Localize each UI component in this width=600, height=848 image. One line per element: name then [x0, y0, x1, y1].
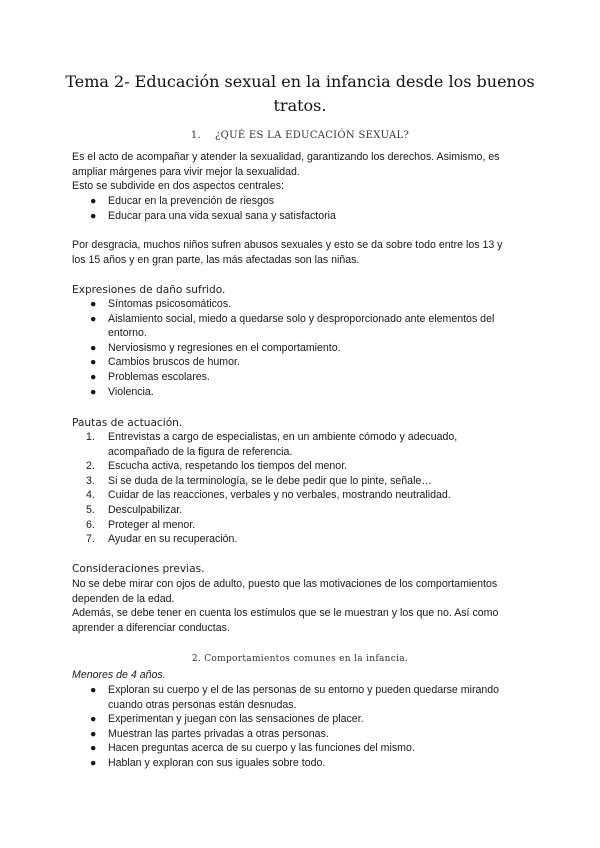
text-line: Esto se subdivide en dos aspectos centrales: [72, 180, 284, 193]
damage-list [72, 297, 532, 399]
bullet-icon: ● [90, 742, 97, 755]
list-item: ● Exploran su cuerpo y el de las personas de su entorno y pueden quedarse mirando cuando otras personas están desnudas. [90, 684, 500, 711]
list-item: 3. Si se duda de la terminología, se le debe pedir que lo pinte, señale… [86, 474, 432, 487]
list-item: 5. Desculpabilizar. [86, 503, 183, 516]
bullet-icon: ● [90, 713, 97, 726]
list-item: 1. Entrevistas a cargo de especialistas, en un ambiente cómodo y adecuado, acompañado de la figura de referencia. [86, 431, 458, 458]
list-item: ● Violencia. [90, 385, 154, 398]
list-item: 4. Cuidar de las reacciones, verbales y no verbales, mostrando neutralidad. [86, 489, 451, 502]
text-line: ampliar márgenes para vivir mejor la sexualidad. [72, 165, 300, 178]
bullet-icon: ● [90, 385, 97, 398]
text-line: Por desgracia, muchos niños sufren abusos sexuales y esto se da sobre todo entre los 13 y [72, 239, 503, 251]
damage-heading: Expresiones de daño sufrido. [72, 284, 226, 296]
list-item: 7. Ayudar en su recuperación. [86, 533, 238, 546]
section-2-heading: 2. Comportamientos comunes en la infancia. [191, 654, 409, 664]
bullet-icon: ● [90, 756, 97, 769]
section-1-heading [0, 129, 600, 144]
document-title: Tema 2- Educación sexual en la infancia desde los buenos tratos. [65, 72, 535, 115]
bullet-icon: ● [90, 209, 97, 222]
considerations-paragraph [72, 577, 532, 635]
considerations-heading: Consideraciones previas. [72, 563, 205, 575]
bullet-icon: ● [90, 727, 97, 740]
abuse-paragraph [72, 238, 532, 267]
guidelines-heading: Pautas de actuación. [72, 417, 183, 429]
list-item: ● Educar para una vida sexual sana y satisfactoria [90, 209, 336, 222]
text-line: los 15 años y en gran parte, las más afectadas son las niñas. [72, 253, 360, 266]
bullet-icon: ● [90, 298, 97, 310]
bullet-icon: ● [90, 684, 97, 696]
list-item: ● Cambios bruscos de humor. [90, 356, 240, 369]
intro-paragraph [72, 150, 532, 194]
list-item: 2. Escucha activa, respetando los tiempos del menor. [86, 460, 348, 473]
bullet-icon: ● [90, 341, 97, 354]
list-item: ● Nerviosismo y regresiones en el comportamiento. [90, 341, 341, 354]
list-item: ● Hacen preguntas acerca de su cuerpo y las funciones del mismo. [90, 742, 415, 755]
bullet-icon: ● [90, 195, 97, 207]
section-1-number: 1. [190, 130, 201, 141]
list-item: ● Hablan y exploran con sus iguales sobre todo. [90, 756, 326, 769]
text-line: No se debe mirar con ojos de adulto, puesto que las motivaciones de los comportamientos [72, 578, 498, 590]
bullet-icon: ● [90, 312, 97, 325]
text-line: aprender a diferenciar conductas. [72, 621, 230, 634]
bullet-icon: ● [90, 370, 97, 383]
text-line: dependen de la edad. [72, 592, 175, 605]
list-item: ● Experimentan y juegan con las sensaciones de placer. [90, 713, 364, 726]
section-1-title: ¿QUÉ ES LA EDUCACIÓN SEXUAL? [214, 130, 410, 141]
under-4-list [72, 683, 532, 771]
list-item: ● Problemas escolares. [90, 370, 210, 383]
list-item: ● Aislamiento social, miedo a quedarse solo y desproporcionado ante elementos del entorno. [90, 312, 495, 340]
list-item: ● Educar en la prevención de riesgos [90, 195, 275, 207]
list-item: ● Síntomas psicosomáticos. [90, 298, 232, 310]
list-item: ● Muestran las partes privadas a otras personas. [90, 727, 329, 740]
text-line: Además, se debe tener en cuenta los estímulos que se le muestran y los que no. Así como [72, 607, 499, 620]
guidelines-list [72, 430, 532, 547]
bullet-icon: ● [90, 356, 97, 369]
under-4-heading: Menores de 4 años. [72, 669, 166, 681]
aspects-list [72, 194, 532, 223]
text-line: Es el acto de acompañar y atender la sexualidad, garantizando los derechos. Asimismo, es [72, 151, 500, 163]
list-item: 6. Proteger al menor. [86, 518, 196, 531]
